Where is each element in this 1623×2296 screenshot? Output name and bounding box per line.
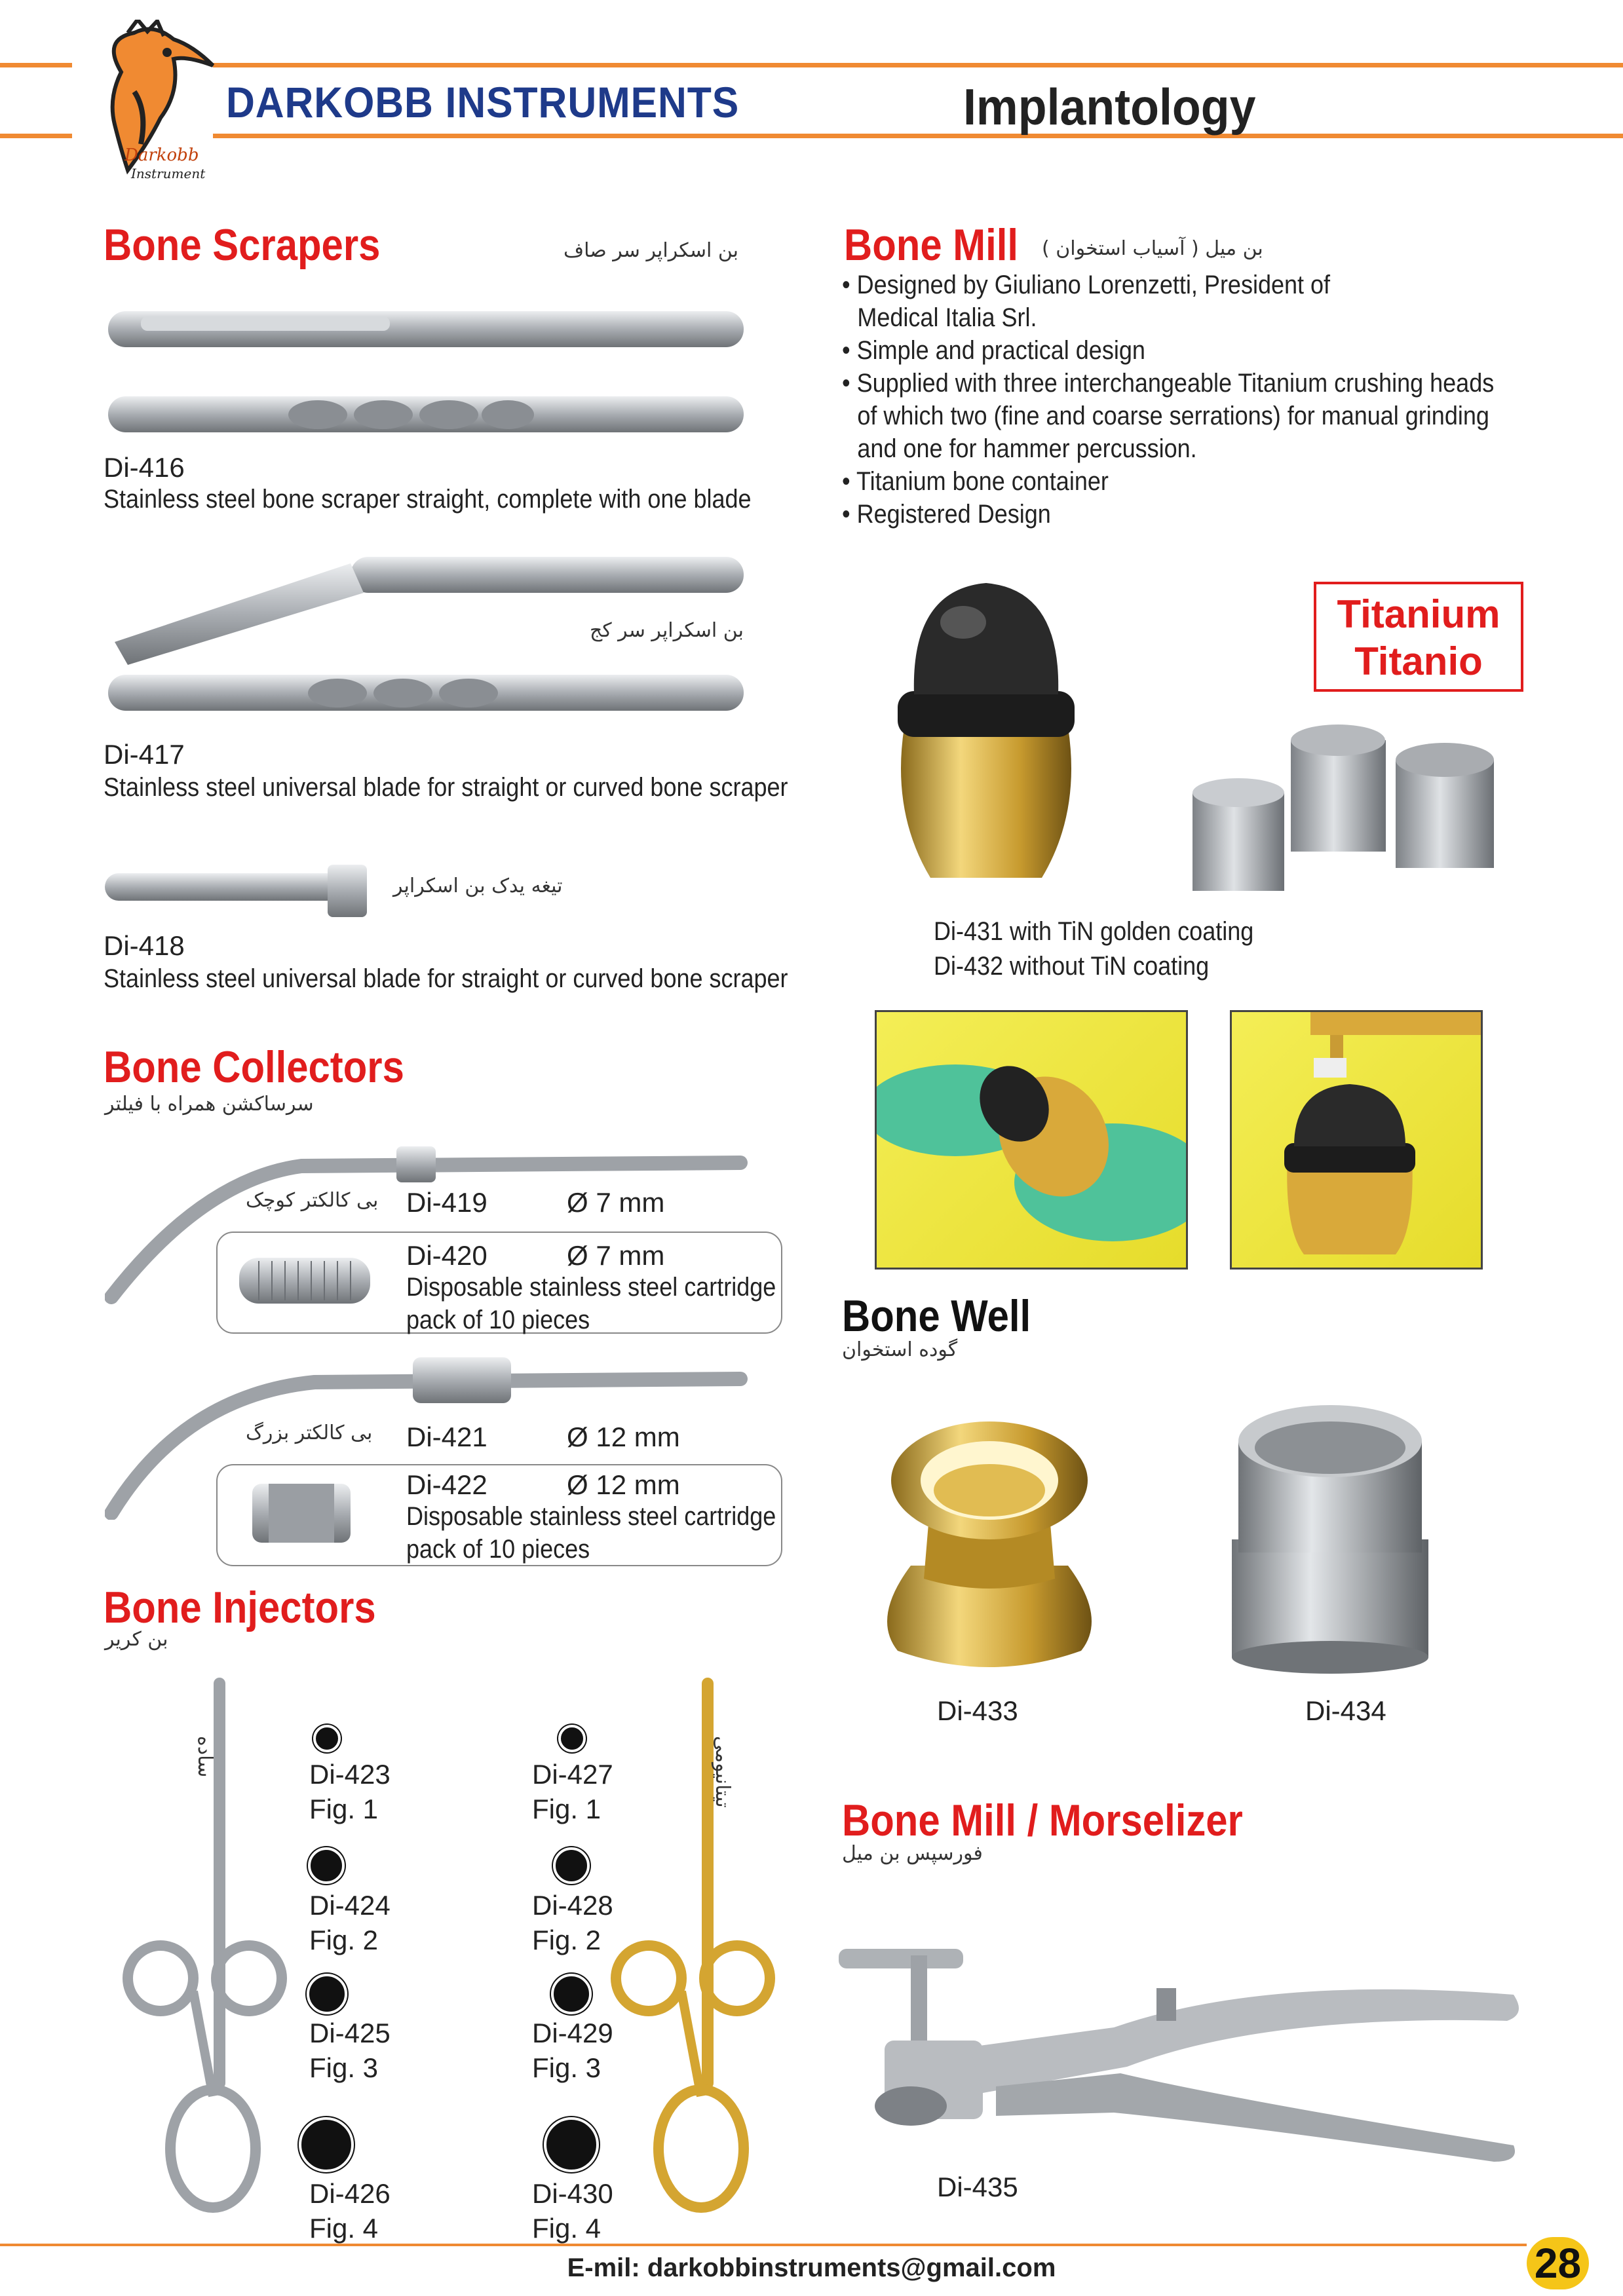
feature-bullet-cont: Medical Italia Srl.: [857, 303, 1037, 332]
page-number: 28: [1527, 2237, 1589, 2289]
feature-bullet: • Simple and practical design: [842, 336, 1145, 365]
item-description: Stainless steel universal blade for straight or curved bone scraper: [104, 964, 788, 993]
badge-line-1: Titanium: [1337, 592, 1500, 636]
bone-mill-fa-title: بن میل ( آسیاب استخوان ): [1042, 237, 1263, 260]
bone-mill-title: Bone Mill: [844, 220, 1018, 270]
item-size: Ø 7 mm: [567, 1187, 665, 1218]
tip-size-fig4: [544, 2117, 599, 2172]
bone-collectors-title: Bone Collectors: [104, 1042, 404, 1092]
cartridge-small-image: [233, 1248, 377, 1313]
footer-email: E-mil: darkobbinstruments@gmail.com: [567, 2253, 1056, 2282]
hoopoe-logo: [75, 20, 220, 183]
feature-bullet-cont: of which two (fine and coarse serrations) for manual grinding: [857, 402, 1489, 430]
feature-bullet: • Supplied with three interchangeable Titanium crushing heads: [842, 369, 1495, 398]
feature-bullet: • Designed by Giuliano Lorenzetti, President of: [842, 271, 1331, 299]
bone-collectors-fa-title: سرساکشن همراه با فیلتر: [105, 1093, 314, 1116]
bone-mill-caption-2: Di-432 without TiN coating: [934, 952, 1210, 981]
item-code: Di-428: [532, 1890, 613, 1921]
item-description: Stainless steel universal blade for straight or curved bone scraper: [104, 773, 788, 802]
item-fig: Fig. 4: [532, 2213, 601, 2244]
badge-line-2: Titanio: [1354, 639, 1483, 683]
page-category: Implantology: [963, 78, 1256, 136]
usage-photo-hands: [875, 1010, 1188, 1270]
item-code: Di-423: [309, 1759, 391, 1790]
tip-size-fig1: [313, 1725, 341, 1752]
item-code: Di-416: [104, 452, 185, 483]
header-rule-top: [213, 63, 1623, 67]
item-code: Di-429: [532, 2018, 613, 2048]
item-code: Di-424: [309, 1890, 391, 1921]
logo-text-1: Darkobb: [124, 145, 199, 165]
feature-bullet: • Registered Design: [842, 500, 1051, 529]
item-code: Di-421: [406, 1421, 487, 1452]
item-code: Di-418: [104, 930, 185, 961]
item-code: Di-426: [309, 2178, 391, 2209]
bone-scrapers-title: Bone Scrapers: [104, 220, 381, 270]
item-fig: Fig. 4: [309, 2213, 379, 2244]
item-description: pack of 10 pieces: [406, 1306, 590, 1334]
item-fig: Fig. 3: [309, 2052, 379, 2083]
header-rule-left: [0, 63, 72, 67]
item-code: Di-427: [532, 1759, 613, 1790]
blade-fa-label: تیغه یدک بن اسکراپر: [393, 875, 563, 897]
item-fig: Fig. 2: [309, 1925, 379, 1955]
titanium-badge: [1314, 582, 1523, 692]
tip-size-fig2: [553, 1847, 590, 1884]
crushing-heads-image: [1179, 721, 1500, 904]
scraper-straight-image: [102, 298, 750, 449]
tip-size-fig2: [308, 1847, 345, 1884]
injector-gold-image: [609, 1677, 780, 2221]
tip-size-fig4: [299, 2117, 354, 2172]
morselizer-title: Bone Mill / Morselizer: [842, 1796, 1243, 1845]
feature-bullet: • Titanium bone container: [842, 467, 1109, 496]
item-size: Ø 12 mm: [567, 1421, 680, 1452]
logo-text-2: Instrument: [131, 166, 206, 181]
bone-scrapers-fa-title: بن اسکراپر سر صاف: [563, 239, 739, 262]
item-description: pack of 10 pieces: [406, 1535, 590, 1564]
injector-plain-fa-label: ساده: [193, 1736, 216, 1778]
cartridge-large-image: [246, 1480, 357, 1546]
item-fig: Fig. 2: [532, 1925, 601, 1955]
collector-large-fa-label: بی کالکتر بزرگ: [246, 1421, 373, 1444]
bone-well-gold-image: [871, 1402, 1107, 1677]
morselizer-fa-title: فورسپس بن میل: [842, 1842, 983, 1865]
usage-photo-hammer: [1230, 1010, 1483, 1270]
item-code: Di-433: [937, 1695, 1018, 1726]
bone-well-title: Bone Well: [842, 1291, 1031, 1341]
item-code: Di-420: [406, 1240, 487, 1271]
feature-bullet-cont: and one for hammer percussion.: [857, 434, 1197, 463]
item-code: Di-419: [406, 1187, 487, 1218]
item-size: Ø 7 mm: [567, 1240, 665, 1271]
tip-size-fig1: [558, 1725, 586, 1752]
bone-mill-image: [865, 563, 1107, 904]
brand-name: DARKOBB INSTRUMENTS: [226, 78, 740, 126]
header-rule-left-bottom: [0, 134, 72, 138]
bone-mill-features: [842, 269, 1494, 531]
item-code: Di-430: [532, 2178, 613, 2209]
bone-mill-caption-1: Di-431 with TiN golden coating: [934, 917, 1254, 946]
footer-rule: [0, 2244, 1527, 2246]
collector-small-fa-label: بی کالکتر کوچک: [246, 1189, 379, 1212]
item-description: Disposable stainless steel cartridge: [406, 1502, 776, 1531]
bone-well-fa-title: گوده استخوان: [842, 1338, 958, 1361]
header-rule-bottom: [213, 134, 1623, 138]
item-fig: Fig. 1: [309, 1794, 379, 1824]
item-size: Ø 12 mm: [567, 1469, 680, 1500]
item-fig: Fig. 1: [532, 1794, 601, 1824]
bone-injectors-title: Bone Injectors: [104, 1583, 376, 1632]
item-code: Di-434: [1305, 1695, 1386, 1726]
scraper-blade-image: [102, 861, 383, 920]
item-code: Di-422: [406, 1469, 487, 1500]
item-description: Disposable stainless steel cartridge: [406, 1273, 776, 1302]
injector-titanium-fa-label: تیتانیومی: [711, 1736, 734, 1808]
item-description: Stainless steel bone scraper straight, complete with one blade: [104, 485, 752, 514]
item-code: Di-435: [937, 2172, 1018, 2202]
tip-size-fig3: [551, 1974, 592, 2014]
item-code: Di-417: [104, 739, 185, 770]
morselizer-image: [839, 1936, 1527, 2172]
scraper-curved-fa-label: بن اسکراپر سر کج: [590, 619, 744, 642]
item-fig: Fig. 3: [532, 2052, 601, 2083]
item-code: Di-425: [309, 2018, 391, 2048]
bone-injectors-fa-title: بن کریر: [105, 1628, 168, 1651]
bone-well-steel-image: [1225, 1395, 1435, 1677]
tip-size-fig3: [307, 1974, 347, 2014]
